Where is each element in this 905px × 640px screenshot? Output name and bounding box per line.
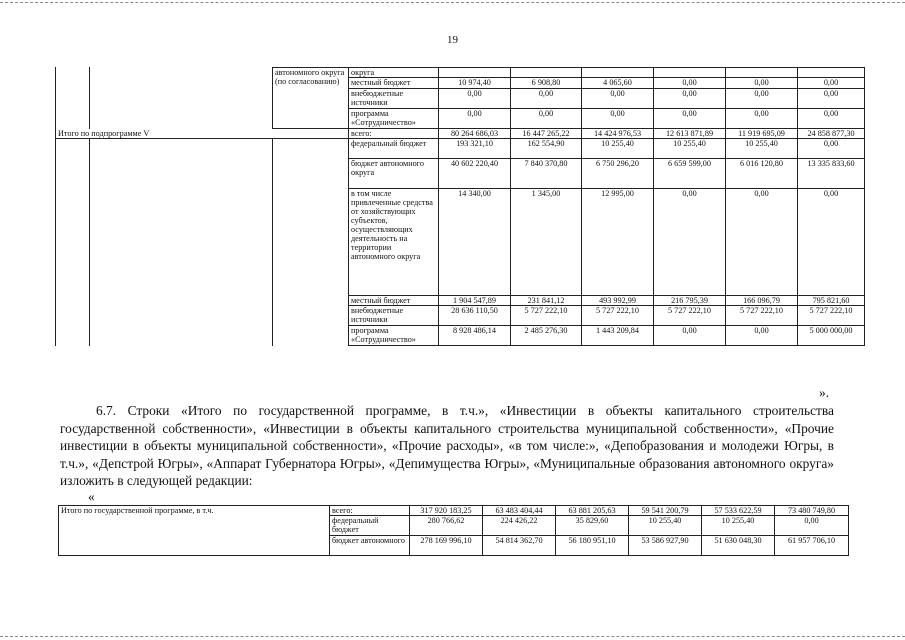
amount-cell: 0,00: [654, 89, 726, 109]
amount-cell: 63 483 404,44: [483, 506, 556, 516]
empty-cell: [90, 189, 273, 296]
amount-cell: [439, 68, 511, 78]
amount-cell: [798, 68, 865, 78]
amount-cell: 10 255,40: [654, 139, 726, 159]
program-total-label: Итого по государственной программе, в т.ч.: [59, 506, 330, 556]
amount-cell: 10 974,40: [439, 78, 511, 89]
funding-source: внебюджетные источники: [349, 306, 439, 326]
amount-cell: 5 727 222,10: [726, 306, 798, 326]
amount-cell: 5 000 000,00: [798, 326, 865, 346]
amount-cell: 57 533 622,59: [702, 506, 775, 516]
amount-cell: 0,00: [798, 189, 865, 296]
table-subprogram-v: [55, 67, 865, 346]
paragraph-text: 6.7. Строки «Итого по государственной программе, в т.ч.», «Инвестиции в объекты капитального строительства государственной собственности», «Инвестиции в объекты капитального строительства муниципальной собственности», «Прочие инвестиции в объекты муниципальной собственности», «Прочие расходы», «в том числе:», «Депобразования и молодежи Югры, в т.ч.», «Депстрой Югры», «Аппарат Губернатора Югры», «Депимущества Югры», «Муниципальные образования автономного округа» изложить в следующей редакции:: [60, 403, 834, 489]
table-row: [56, 306, 865, 326]
empty-cell: [56, 109, 90, 129]
amount-cell: 193 321,10: [439, 139, 511, 159]
amount-cell: 59 541 200,79: [629, 506, 702, 516]
amount-cell: 0,00: [798, 139, 865, 159]
table-row: [56, 159, 865, 189]
amount-cell: 280 766,62: [410, 516, 483, 536]
empty-cell: [90, 89, 273, 109]
funding-source: федеральный бюджет: [349, 139, 439, 159]
table-row: [59, 506, 849, 516]
funding-source: программа «Сотрудничество»: [349, 109, 439, 129]
empty-cell: [273, 139, 349, 159]
amount-cell: 80 264 686,03: [439, 129, 511, 139]
table-row: [56, 78, 865, 89]
amount-cell: 0,00: [582, 109, 654, 129]
amount-cell: 0,00: [654, 109, 726, 129]
amount-cell: 0,00: [439, 109, 511, 129]
amount-cell: [582, 68, 654, 78]
amount-cell: 61 957 706,10: [775, 536, 849, 556]
amount-cell: 0,00: [511, 109, 582, 129]
empty-cell: [56, 306, 90, 326]
empty-cell: [273, 326, 349, 346]
responsible-cell: автономного округа (по согласованию): [273, 68, 349, 129]
amount-cell: 14 424 976,53: [582, 129, 654, 139]
funding-source: внебюджетные источники: [349, 89, 439, 109]
scan-edge-bottom: [0, 636, 905, 637]
funding-source: федеральный бюджет: [330, 516, 410, 536]
amount-cell: 1 443 209,84: [582, 326, 654, 346]
funding-source: местный бюджет: [349, 78, 439, 89]
amount-cell: 12 613 871,89: [654, 129, 726, 139]
amount-cell: 6 659 599,00: [654, 159, 726, 189]
amount-cell: 12 995,00: [582, 189, 654, 296]
amount-cell: 0,00: [775, 516, 849, 536]
amount-cell: 24 858 877,30: [798, 129, 865, 139]
amount-cell: [654, 68, 726, 78]
amount-cell: 7 840 370,80: [511, 159, 582, 189]
amount-cell: 5 727 222,10: [798, 306, 865, 326]
funding-source: бюджет автономного округа: [349, 159, 439, 189]
empty-cell: [56, 296, 90, 306]
amount-cell: 224 426,22: [483, 516, 556, 536]
table-row: [56, 296, 865, 306]
funding-source: всего:: [330, 506, 410, 516]
empty-cell: [273, 296, 349, 306]
amount-cell: 53 586 927,90: [629, 536, 702, 556]
amount-cell: 0,00: [798, 78, 865, 89]
amount-cell: 1 345,00: [511, 189, 582, 296]
empty-cell: [90, 109, 273, 129]
funding-source: всего:: [349, 129, 439, 139]
opening-quote: «: [88, 489, 95, 504]
amount-cell: 0,00: [654, 326, 726, 346]
amount-cell: 51 630 048,30: [702, 536, 775, 556]
page-number: 19: [447, 34, 458, 46]
empty-cell: [90, 296, 273, 306]
amount-cell: 6 908,80: [511, 78, 582, 89]
table-row: [56, 109, 865, 129]
amount-cell: 493 992,99: [582, 296, 654, 306]
amount-cell: [511, 68, 582, 78]
amount-cell: 166 096,79: [726, 296, 798, 306]
empty-cell: [273, 306, 349, 326]
empty-cell: [273, 159, 349, 189]
amount-cell: 231 841,12: [511, 296, 582, 306]
table-row: [56, 68, 865, 78]
empty-cell: [90, 159, 273, 189]
amount-cell: 54 814 362,70: [483, 536, 556, 556]
table-row: [56, 189, 865, 296]
amount-cell: 0,00: [798, 109, 865, 129]
empty-cell: [56, 89, 90, 109]
closing-quote: ».: [819, 385, 830, 400]
amount-cell: 5 727 222,10: [582, 306, 654, 326]
amount-cell: 56 180 951,10: [556, 536, 629, 556]
amount-cell: 0,00: [798, 89, 865, 109]
amount-cell: 5 727 222,10: [511, 306, 582, 326]
empty-cell: [90, 78, 273, 89]
amount-cell: 0,00: [726, 109, 798, 129]
amount-cell: 0,00: [726, 89, 798, 109]
funding-source: бюджет автономного: [330, 536, 410, 556]
amount-cell: [726, 68, 798, 78]
empty-cell: [90, 139, 273, 159]
amount-cell: 4 065,60: [582, 78, 654, 89]
table-program-total: [58, 505, 849, 556]
empty-cell: [90, 306, 273, 326]
empty-cell: [90, 68, 273, 78]
amount-cell: 0,00: [654, 189, 726, 296]
empty-cell: [273, 189, 349, 296]
amount-cell: 0,00: [582, 89, 654, 109]
amount-cell: 13 335 833,60: [798, 159, 865, 189]
amount-cell: 11 919 695,09: [726, 129, 798, 139]
empty-cell: [56, 139, 90, 159]
table-row: [56, 89, 865, 109]
subtotal-label: Итого по подпрограмме V: [56, 129, 349, 139]
amount-cell: 40 602 220,40: [439, 159, 511, 189]
amount-cell: 5 727 222,10: [654, 306, 726, 326]
funding-source: программа «Сотрудничество»: [349, 326, 439, 346]
amount-cell: 162 554,90: [511, 139, 582, 159]
amount-cell: 0,00: [726, 326, 798, 346]
amount-cell: 0,00: [726, 78, 798, 89]
amount-cell: 8 928 486,14: [439, 326, 511, 346]
amount-cell: 0,00: [511, 89, 582, 109]
scan-edge-top: [0, 2, 905, 3]
amount-cell: 0,00: [439, 89, 511, 109]
amount-cell: 2 485 276,30: [511, 326, 582, 346]
body-paragraph: [60, 402, 834, 490]
amount-cell: 317 920 183,25: [410, 506, 483, 516]
table-row: [56, 326, 865, 346]
amount-cell: 6 750 296,20: [582, 159, 654, 189]
empty-cell: [56, 159, 90, 189]
empty-cell: [56, 68, 90, 78]
empty-cell: [56, 326, 90, 346]
funding-source: округа: [349, 68, 439, 78]
empty-cell: [90, 326, 273, 346]
amount-cell: 73 480 749,80: [775, 506, 849, 516]
amount-cell: 14 340,00: [439, 189, 511, 296]
funding-source: местный бюджет: [349, 296, 439, 306]
empty-cell: [56, 189, 90, 296]
amount-cell: 6 016 120,80: [726, 159, 798, 189]
amount-cell: 63 881 205,63: [556, 506, 629, 516]
amount-cell: 28 636 110,50: [439, 306, 511, 326]
amount-cell: 0,00: [654, 78, 726, 89]
amount-cell: 0,00: [726, 189, 798, 296]
amount-cell: 1 904 547,89: [439, 296, 511, 306]
amount-cell: 216 795,39: [654, 296, 726, 306]
table-row: [56, 129, 865, 139]
amount-cell: 795 821,60: [798, 296, 865, 306]
amount-cell: 10 255,40: [702, 516, 775, 536]
amount-cell: 10 255,40: [629, 516, 702, 536]
amount-cell: 278 169 996,10: [410, 536, 483, 556]
empty-cell: [56, 78, 90, 89]
amount-cell: 35 829,60: [556, 516, 629, 536]
amount-cell: 16 447 265,22: [511, 129, 582, 139]
amount-cell: 10 255,40: [726, 139, 798, 159]
table-row: [56, 139, 865, 159]
funding-source: в том числе привлеченные средства от хозяйствующих субъектов, осуществляющих деятельность на территории автономного округа: [349, 189, 439, 296]
amount-cell: 10 255,40: [582, 139, 654, 159]
